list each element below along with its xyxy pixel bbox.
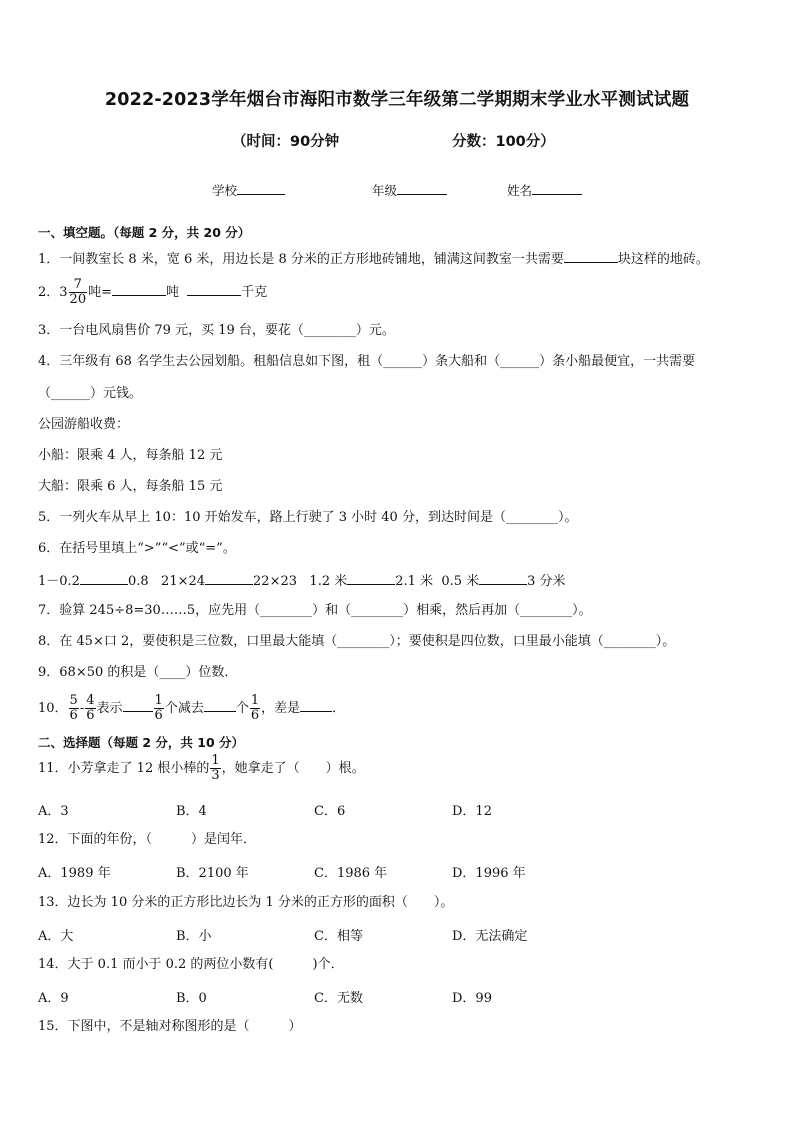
q11-option-b[interactable]: B．4 <box>176 804 207 819</box>
q12-option-d[interactable]: D．1996 年 <box>452 866 526 881</box>
question-10 <box>38 692 345 726</box>
q10-f2-numerator: 4 <box>86 693 95 708</box>
q6-left-3: 1.2 米 <box>309 574 348 589</box>
school-field <box>212 181 285 199</box>
q11-numerator: 1 <box>211 753 220 768</box>
question-1 <box>38 249 709 269</box>
q13-option-a[interactable]: A．大 <box>38 929 74 944</box>
grade-field <box>372 181 447 199</box>
q10-text-2: 个减去 <box>164 701 204 716</box>
question-5: 5．一列火车从早上 10：10 开始发车，路上行驶了 3 小时 40 分，到达时间是（________）。 <box>38 510 578 525</box>
question-6: 6．在括号里填上“>”“<”或“=”。 <box>38 541 236 556</box>
q6-right-3: 2.1 米 <box>395 574 434 589</box>
q11-option-a[interactable]: A．3 <box>38 804 69 819</box>
q10-fraction-1 <box>69 694 79 723</box>
grade-label: 年级 <box>372 183 398 198</box>
time-limit: （时间：90分钟 <box>232 134 340 150</box>
q6-blank-2 <box>205 571 253 585</box>
question-3: 3．一台电风扇售价 79 元，买 19 台，要花（________）元。 <box>38 323 395 338</box>
q2-unit-2: 千克 <box>241 285 268 300</box>
question-7: 7．验算 245÷8=30……5，应先用（________）和（________）相乘，然后再加（________）。 <box>38 603 592 618</box>
q10-text-1: 表示 <box>96 701 123 716</box>
q10-prefix: 10． <box>38 701 68 716</box>
q10-f4-numerator: 1 <box>250 693 260 708</box>
q10-fraction-2 <box>85 694 95 723</box>
q1-blank <box>564 249 618 263</box>
q6-left-1: 1－0.2 <box>38 574 80 589</box>
q11-prefix: 11．小芳拿走了 12 根小棒的 <box>38 761 210 776</box>
section-choice-heading: 二、选择题（每题 2 分，共 10 分） <box>38 735 245 750</box>
q10-minus: - <box>79 701 85 716</box>
q2-prefix: 2．3 <box>38 285 68 300</box>
q2-blank-1 <box>112 282 166 296</box>
question-11 <box>38 752 365 786</box>
question-4-line-1: 4．三年级有 68 名学生去公园划船。租船信息如下图，租（______）条大船和（______）条小船最便宜，一共需要 <box>38 354 696 369</box>
q6-left-2: 21×24 <box>161 574 206 589</box>
q1-text-end: 块这样的地砖。 <box>617 252 709 267</box>
q10-f4-denominator: 6 <box>250 708 260 723</box>
q2-blank-2 <box>187 282 241 296</box>
exam-title: 2022-2023学年烟台市海阳市数学三年级第二学期期末学业水平测试试题 <box>104 90 690 110</box>
q12-option-b[interactable]: B．2100 年 <box>176 866 249 881</box>
q14-option-c[interactable]: C．无数 <box>314 991 363 1006</box>
q10-text-3: 个 <box>235 701 249 716</box>
q10-f1-denominator: 6 <box>69 708 78 723</box>
q10-blank-3 <box>300 698 332 712</box>
q2-numerator: 7 <box>69 278 88 293</box>
school-label: 学校 <box>212 183 238 198</box>
q10-text-4: ，差是 <box>261 701 301 716</box>
boat-fee-title: 公园游船收费： <box>38 417 130 432</box>
q2-text: 吨= <box>88 285 112 300</box>
question-13: 13．边长为 10 分米的正方形比边长为 1 分米的正方形的面积（ ）。 <box>38 895 454 910</box>
q14-option-d[interactable]: D．99 <box>452 991 492 1006</box>
q1-text: 1．一间教室长 8 米，宽 6 米，用边长是 8 分米的正方形地砖铺地，铺满这间教室一共需要 <box>38 252 564 267</box>
q10-f2-denominator: 6 <box>86 708 95 723</box>
question-12: 12．下面的年份，（ ）是闰年． <box>38 832 257 847</box>
grade-blank <box>397 182 447 195</box>
q10-blank-2 <box>204 698 236 712</box>
q6-left-4: 0.5 米 <box>441 574 480 589</box>
question-14: 14．大于 0.1 而小于 0.2 的两位小数有( )个． <box>38 957 344 972</box>
name-label: 姓名 <box>507 183 533 198</box>
q6-blank-4 <box>479 571 527 585</box>
q13-option-d[interactable]: D．无法确定 <box>452 929 528 944</box>
q2-denominator: 20 <box>69 292 87 307</box>
big-boat-info: 大船：限乘 6 人，每条船 15 元 <box>38 479 223 494</box>
q10-f3-denominator: 6 <box>154 708 163 723</box>
q14-option-b[interactable]: B．0 <box>176 991 207 1006</box>
name-blank <box>532 182 582 195</box>
school-blank <box>237 182 285 195</box>
question-2 <box>38 276 267 310</box>
q10-blank-1 <box>123 698 153 712</box>
q2-unit-1: 吨 <box>166 285 180 300</box>
small-boat-info: 小船：限乘 4 人，每条船 12 元 <box>38 448 223 463</box>
q11-option-d[interactable]: D．12 <box>452 804 492 819</box>
q6-blank-3 <box>347 571 395 585</box>
q12-option-a[interactable]: A．1989 年 <box>38 866 111 881</box>
question-8: 8．在 45×口 2，要使积是三位数，口里最大能填（________）；要使积是四位数，口里最小能填（________）。 <box>38 634 676 649</box>
question-6-comparisons <box>38 571 566 591</box>
question-15: 15．下图中，不是轴对称图形的是（ ） <box>38 1019 302 1034</box>
q10-fraction-3 <box>154 694 164 723</box>
q13-option-c[interactable]: C．相等 <box>314 929 363 944</box>
q6-right-1: 0.8 <box>127 574 149 589</box>
q13-option-b[interactable]: B．小 <box>176 929 212 944</box>
q11-option-c[interactable]: C．6 <box>314 804 346 819</box>
q10-f3-numerator: 1 <box>154 693 163 708</box>
question-4-line-2: （______）元钱。 <box>38 386 143 401</box>
q6-right-2: 22×23 <box>253 574 298 589</box>
q10-fraction-4 <box>250 694 260 723</box>
q14-option-a[interactable]: A．9 <box>38 991 69 1006</box>
section-fill-blank-heading: 一、填空题。（每题 2 分，共 20 分） <box>38 225 251 240</box>
name-field <box>507 181 582 199</box>
q2-fraction <box>69 278 88 307</box>
q11-suffix: ，她拿走了（ ）根。 <box>221 761 365 776</box>
q6-right-4: 3 分米 <box>527 574 566 589</box>
q12-option-c[interactable]: C．1986 年 <box>314 866 388 881</box>
total-score: 分数：100分） <box>452 134 555 150</box>
question-9: 9．68×50 的积是（____）位数． <box>38 665 238 680</box>
q10-text-5: ． <box>332 701 346 716</box>
q6-blank-1 <box>80 571 128 585</box>
q11-fraction <box>210 754 220 783</box>
q10-f1-numerator: 5 <box>69 693 78 708</box>
q11-denominator: 3 <box>211 768 220 783</box>
